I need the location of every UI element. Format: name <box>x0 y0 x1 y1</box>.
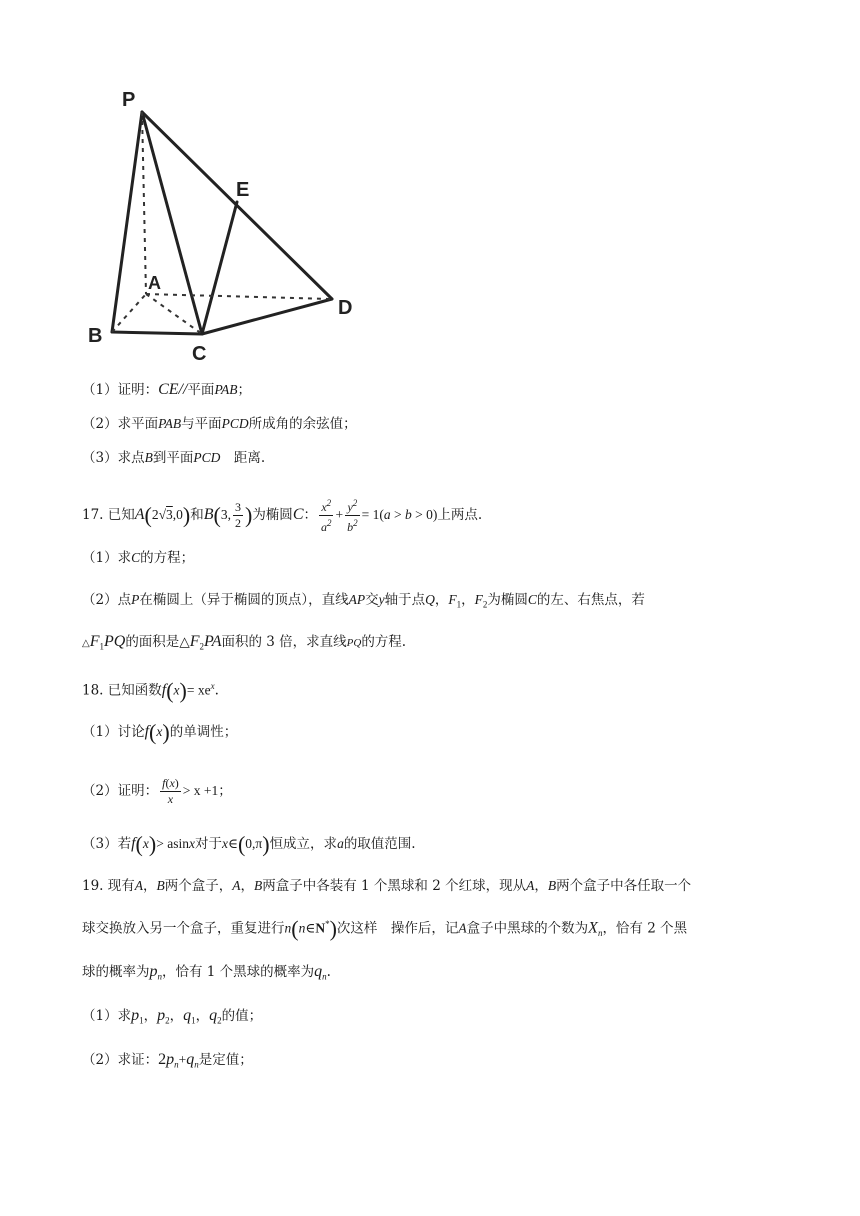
label-b: B <box>88 325 103 347</box>
q18-stem: 18. 已知函数$f(x)= xe^x$. <box>82 678 219 703</box>
q16-part3: （3）求点B到平面PCD 距离. <box>82 450 266 466</box>
edge-pb <box>112 112 142 332</box>
edge-pc <box>142 112 202 334</box>
q19-stem-line1: 19. 现有A，B两个盒子，A，B两盒子中各装有 1 个黑球和 2 个红球，现从A，B两个盒子中各任取一个 <box>82 878 692 894</box>
label-p: P <box>122 89 136 111</box>
q19-stem-line3: 球的概率为$p_n$，恰有 1 个黑球的概率为$q_n$. <box>82 963 331 982</box>
label-e: E <box>236 179 250 201</box>
q18-part3: （3）若f(x)> asinx对于x∈(0,π)恒成立，求a的取值范围. <box>82 831 416 857</box>
q18-part1: （1）讨论f(x)的单调性； <box>82 719 238 745</box>
edge-bc <box>112 332 202 334</box>
q18-part2: （2）证明： $\frac{f(x)}{x}$ > x +1； <box>82 776 232 806</box>
q17-stem: 17. 已知A(2√3,0)和B(3, $\frac{3}{2}$ )为椭圆C： $\frac{x^2}{a^2}$ + $\frac{y^2}{b^2}$ = 1(a > b > 0)上两点. <box>82 498 483 534</box>
q17-part2-line1: （2）点P在椭圆上（异于椭圆的顶点），直线AP交y轴于点Q，$F_1$，$F_2$为椭圆C的左、右焦点，若 <box>82 592 645 610</box>
label-d: D <box>338 297 353 319</box>
edge-cd <box>202 299 332 334</box>
pyramid-figure <box>82 84 372 374</box>
q16-part2: （2）求平面PAB与平面PCD所成角的余弦值； <box>82 416 357 432</box>
edge-pa <box>142 112 146 294</box>
q19-part2: （2）求证：$2p_n+q_n$是定值； <box>82 1051 253 1070</box>
q19-part1: （1）求$p_1$，$p_2$，$q_1$，$q_2$的值； <box>82 1007 263 1026</box>
hidden-edges <box>112 112 332 334</box>
label-a: A <box>148 273 161 293</box>
q19-stem-line2: 球交换放入另一个盒子，重复进行n(n∈N*)次这样 操作后，记A盒子中黑球的个数为$X_n$，恰有 2 个黑 <box>82 916 688 941</box>
edge-ce <box>202 202 237 334</box>
q17-part2-line2: $\triangle F_1PQ$的面积是$\triangle F_2PA$面积的 3 倍，求直线PQ的方程. <box>82 633 407 652</box>
label-c: C <box>192 343 207 365</box>
pyramid-diagram <box>82 84 372 374</box>
edge-ad <box>146 294 332 299</box>
q16-part1: （1）证明：CE//平面PAB； <box>82 381 251 398</box>
q17-part1: （1）求C的方程； <box>82 550 195 566</box>
